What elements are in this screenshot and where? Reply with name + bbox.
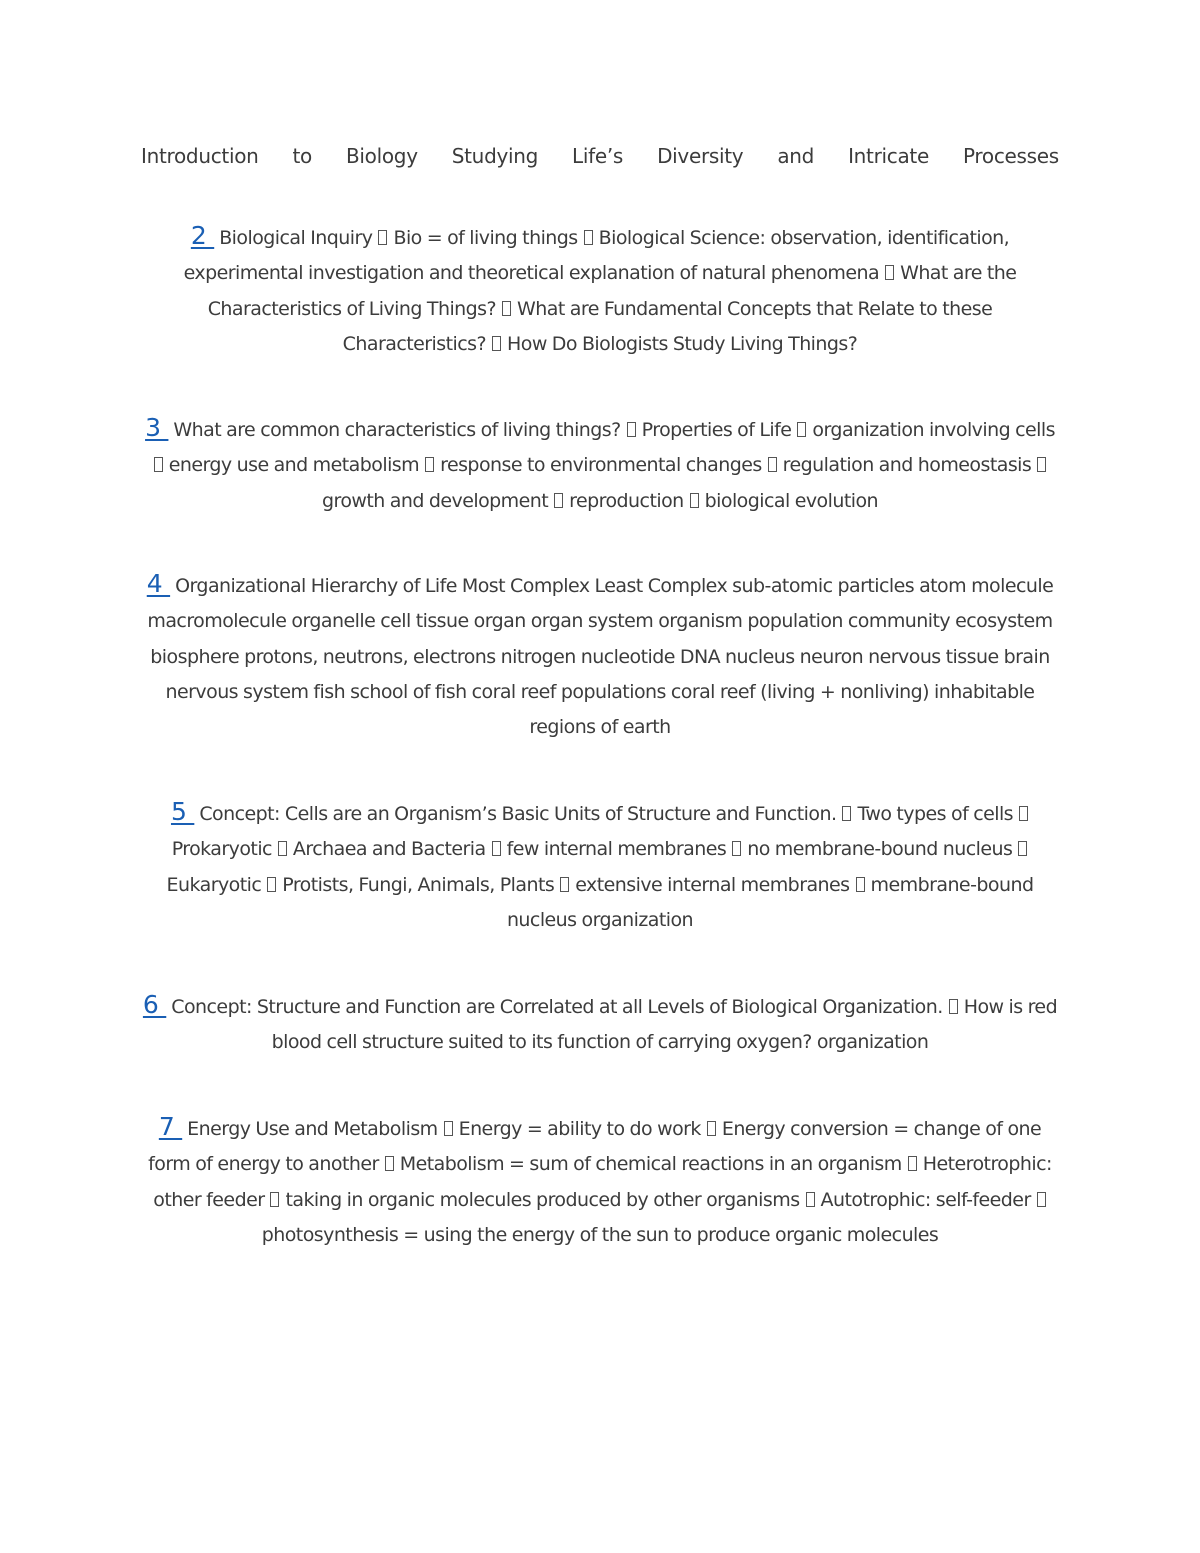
section-text: What are the Characteristics of Living Things?: [207, 262, 1017, 320]
section-text: response to environmental changes: [435, 454, 767, 477]
section-text: biological evolution: [699, 489, 879, 512]
section-paragraph: [141, 987, 1059, 1061]
section-text: Energy = ability to do work: [453, 1118, 706, 1140]
title-word: Life’s: [572, 144, 624, 168]
missing-glyph-bullet-icon: [949, 999, 958, 1014]
section-text: few internal membranes: [501, 838, 732, 861]
section-text: Bio = of living things: [388, 227, 583, 249]
section-text: Concept: Structure and Function are Correlated at all Levels of Biological Organization.: [166, 996, 948, 1018]
missing-glyph-bullet-icon: [908, 1156, 917, 1171]
missing-glyph-bullet-icon: [584, 230, 593, 245]
missing-glyph-bullet-icon: [690, 493, 699, 508]
missing-glyph-bullet-icon: [554, 493, 563, 508]
missing-glyph-bullet-icon: [806, 1192, 815, 1207]
section-text: extensive internal membranes: [570, 873, 855, 896]
missing-glyph-bullet-icon: [502, 301, 511, 316]
missing-glyph-bullet-icon: [425, 457, 434, 472]
section-text: How is red blood cell structure suited to its function of carrying oxygen? organization: [271, 996, 1058, 1054]
title-word: Biology: [346, 144, 418, 168]
title-word: Intricate: [848, 144, 929, 168]
missing-glyph-bullet-icon: [378, 230, 387, 245]
missing-glyph-bullet-icon: [856, 877, 865, 892]
missing-glyph-bullet-icon: [768, 457, 777, 472]
section-text: Prokaryotic: [171, 838, 277, 861]
missing-glyph-bullet-icon: [154, 457, 163, 472]
section-text: Protists, Fungi, Animals, Plants: [277, 873, 560, 896]
section-text: reproduction: [564, 489, 689, 512]
slide-number-link[interactable]: 3: [145, 413, 169, 442]
missing-glyph-bullet-icon: [707, 1121, 716, 1136]
section-text: regulation and homeostasis: [777, 454, 1037, 477]
slide-number-link[interactable]: 4: [146, 569, 171, 598]
slide-number-link[interactable]: 7: [158, 1112, 183, 1141]
section-text: Two types of cells: [852, 803, 1019, 825]
section-text: Properties of Life: [636, 419, 797, 441]
missing-glyph-bullet-icon: [797, 422, 806, 437]
missing-glyph-bullet-icon: [492, 336, 501, 351]
section-text: What are common characteristics of living things?: [168, 419, 626, 441]
title-word: Introduction: [141, 144, 259, 168]
section-text: Energy conversion = change of one form of energy to another: [148, 1118, 1042, 1176]
section-paragraph: [141, 1109, 1059, 1253]
section-text: Archaea and Bacteria: [287, 838, 491, 861]
section-text: Metabolism = sum of chemical reactions in an organism: [394, 1153, 907, 1176]
section-text: How Do Biologists Study Living Things?: [502, 332, 858, 355]
section-text: Biological Inquiry: [214, 227, 378, 249]
section-text: Concept: Cells are an Organism’s Basic Units of Structure and Function.: [194, 803, 842, 825]
section-text: taking in organic molecules produced by other organisms: [280, 1188, 805, 1211]
section-text: Eukaryotic: [166, 873, 267, 896]
missing-glyph-bullet-icon: [627, 422, 636, 437]
slide-number-link[interactable]: 6: [142, 990, 167, 1019]
missing-glyph-bullet-icon: [492, 841, 501, 856]
missing-glyph-bullet-icon: [278, 841, 287, 856]
section-text: Energy Use and Metabolism: [182, 1118, 443, 1140]
section-text: energy use and metabolism: [163, 454, 425, 477]
missing-glyph-bullet-icon: [444, 1121, 453, 1136]
missing-glyph-bullet-icon: [1019, 806, 1028, 821]
title-word: and: [777, 144, 815, 168]
title-word: to: [292, 144, 312, 168]
missing-glyph-bullet-icon: [270, 1192, 279, 1207]
section-text: What are Fundamental Concepts that Relate to these Characteristics?: [342, 297, 993, 355]
title-word: Processes: [962, 144, 1059, 168]
section-paragraph: [141, 566, 1059, 745]
slide-number-link[interactable]: 5: [170, 797, 195, 826]
missing-glyph-bullet-icon: [842, 806, 851, 821]
section-text: organization involving cells: [807, 419, 1055, 441]
section-text: Heterotrophic: other feeder: [153, 1153, 1052, 1211]
missing-glyph-bullet-icon: [885, 265, 894, 280]
document-title: [141, 140, 1059, 172]
section-text: no membrane-bound nucleus: [742, 838, 1018, 861]
section-paragraph: [141, 410, 1059, 519]
section-paragraph: [141, 794, 1059, 938]
section-text: growth and development: [321, 489, 554, 512]
missing-glyph-bullet-icon: [1037, 457, 1046, 472]
section-text: Organizational Hierarchy of Life Most Complex Least Complex sub-atomic particles atom molecule macromolecule organelle cell tissue organ organ system organism population community ecosystem biosphere protons, neutrons, electrons nitrogen nucleotide DNA nucleus neuron nervous tissue brain nervous system fish school of fish coral reef populations coral reef (living + nonliving) inhabitable regions of earth: [147, 575, 1054, 739]
slide-number-link[interactable]: 2: [190, 221, 215, 250]
section-text: Autotrophic: self-feeder: [815, 1188, 1036, 1211]
missing-glyph-bullet-icon: [732, 841, 741, 856]
missing-glyph-bullet-icon: [560, 877, 569, 892]
missing-glyph-bullet-icon: [1018, 841, 1027, 856]
missing-glyph-bullet-icon: [1037, 1192, 1046, 1207]
section-text: photosynthesis = using the energy of the sun to produce organic molecules: [261, 1223, 939, 1246]
missing-glyph-bullet-icon: [267, 877, 276, 892]
title-word: Studying: [451, 144, 539, 168]
section-text: Biological Science: observation, identification, experimental investigation and theoretical explanation of natural phenomena: [183, 227, 1010, 285]
section-text: membrane-bound nucleus organization: [506, 873, 1034, 931]
section-paragraph: [141, 218, 1059, 362]
missing-glyph-bullet-icon: [385, 1156, 394, 1171]
title-word: Diversity: [657, 144, 744, 168]
